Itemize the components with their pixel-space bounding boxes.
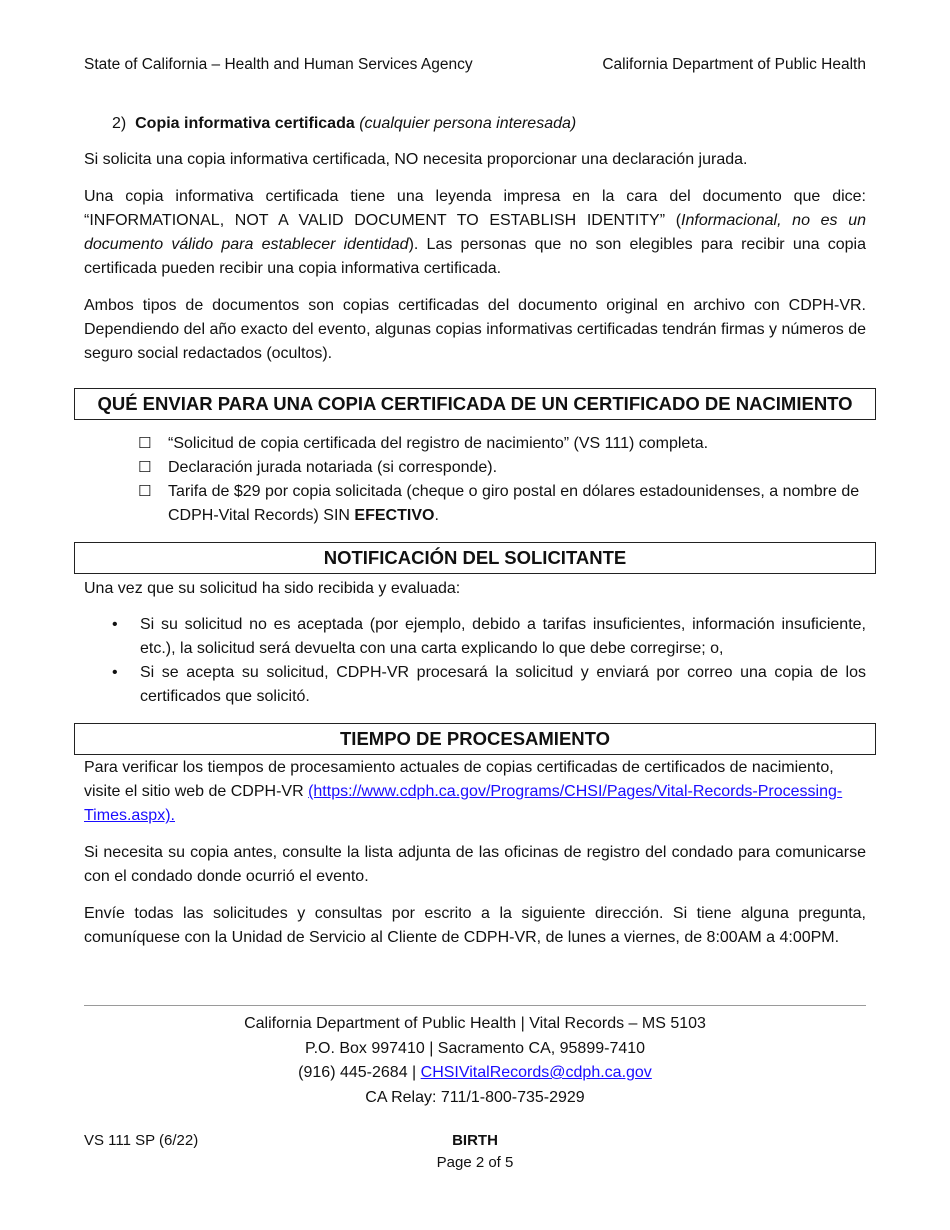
footer-divider [84, 1005, 866, 1006]
item-2-heading [84, 112, 866, 136]
list-item [110, 661, 866, 709]
checklist-item-text: Tarifa de $29 por copia solicitada (cheque o giro postal en dólares estadounidenses, a nombre de CDPH-Vital Records) SIN [168, 483, 860, 524]
legend-text-italic: Informacional, no es un documento válido para establecer identidad [84, 212, 866, 253]
checklist [84, 432, 866, 528]
section-heading-processing-time: TIEMPO DE PROCESAMIENTO [74, 723, 876, 755]
bullet-icon: • [112, 664, 118, 681]
checkbox-icon: ☐ [138, 483, 152, 500]
processing-text: Para verificar los tiempos de procesamiento actuales de copias certificadas de certificados de nacimiento, visite el sitio web de CDPH-VR [84, 759, 834, 800]
header-department: California Department of Public Health [602, 56, 866, 73]
section-heading-applicant-notification: NOTIFICACIÓN DEL SOLICITANTE [74, 542, 876, 574]
notification-intro: Una vez que su solicitud ha sido recibida y evaluada: [84, 580, 461, 597]
no-cash-emphasis: EFECTIVO [354, 507, 435, 524]
main-content [84, 112, 866, 950]
footer-phone: (916) 445-2684 | [298, 1064, 421, 1081]
section-heading-what-to-send: QUÉ ENVIAR PARA UNA COPIA CERTIFICADA DE UN CERTIFICADO DE NACIMIENTO [74, 388, 876, 420]
paragraph-contact-info: Envíe todas las solicitudes y consultas por escrito a la siguiente dirección. Si tiene alguna pregunta, comuníquese con la Unidad de Servicio al Cliente de CDPH-VR, de lunes a viernes, de 8:00AM a 4:00PM. [84, 905, 866, 946]
header-agency: State of California – Health and Human Services Agency [84, 56, 473, 73]
checklist-item [138, 456, 866, 480]
footer-email-link[interactable]: CHSIVitalRecords@cdph.ca.gov [420, 1064, 652, 1081]
item-2-title: Copia informativa certificada [135, 115, 355, 132]
item-2-number: 2) [112, 115, 127, 132]
footer-po-box-line: P.O. Box 997410 | Sacramento CA, 95899-7410 [304, 1039, 646, 1057]
list-item-text: Si se acepta su solicitud, CDPH-VR procesará la solicitud y enviará por correo una copia de los certificados que solicitó. [140, 664, 866, 705]
item-2-subtitle: (cualquier persona interesada) [359, 115, 577, 132]
checklist-item [138, 432, 866, 456]
footer-address-block [84, 1012, 866, 1110]
form-id: VS 111 SP (6/22) [84, 1132, 199, 1149]
footer-department-line: California Department of Public Health | Vital Records – MS 5103 [244, 1015, 706, 1032]
legend-text-end: ). Las personas que no son elegibles para recibir una copia certificada pueden recibir una copia informativa certificada. [84, 236, 866, 277]
list-item [110, 613, 866, 661]
footer-contact-line [84, 1061, 866, 1086]
paragraph-document-types: Ambos tipos de documentos son copias certificadas del documento original en archivo con CDPH-VR. Dependiendo del año exacto del evento, algunas copias informativas certificadas tendrán firmas y números de seguro social redactados (ocultos). [84, 297, 866, 362]
checklist-item-text: Declaración jurada notariada (si corresponde). [168, 459, 498, 476]
paragraph-county-offices: Si necesita su copia antes, consulte la lista adjunta de las oficinas de registro del condado para comunicarse con el condado donde ocurrió el evento. [84, 844, 866, 885]
paragraph-processing-times [84, 756, 866, 828]
checklist-item-text: “Solicitud de copia certificada del registro de nacimiento” (VS 111) completa. [168, 435, 709, 452]
paragraph-informational-legend [84, 185, 866, 281]
legend-text-start: Una copia informativa certificada tiene una leyenda impresa en la cara del documento que dice: “INFORMATIONAL, NOT A VALID DOCUMENT TO ESTABLISH IDENTITY” ( [84, 188, 866, 229]
form-type: BIRTH [452, 1132, 498, 1149]
bullet-icon: • [112, 616, 118, 633]
checklist-item-end: . [434, 507, 439, 524]
footer-relay-line: CA Relay: 711/1-800-735-2929 [365, 1088, 585, 1106]
notification-list [84, 613, 866, 709]
checkbox-icon: ☐ [138, 435, 152, 452]
processing-times-link[interactable]: (https://www.cdph.ca.gov/Programs/CHSI/Pages/Vital-Records-Processing-Times.aspx). [84, 783, 843, 824]
checklist-item [138, 480, 866, 528]
paragraph-no-affidavit: Si solicita una copia informativa certificada, NO necesita proporcionar una declaración jurada. [84, 151, 748, 168]
list-item-text: Si su solicitud no es aceptada (por ejemplo, debido a tarifas insuficientes, información insuficiente, etc.), la solicitud será devuelta con una carta explicando lo que debe corregirse; o, [140, 616, 866, 657]
page-number: Page 2 of 5 [436, 1154, 514, 1171]
checkbox-icon: ☐ [138, 459, 152, 476]
